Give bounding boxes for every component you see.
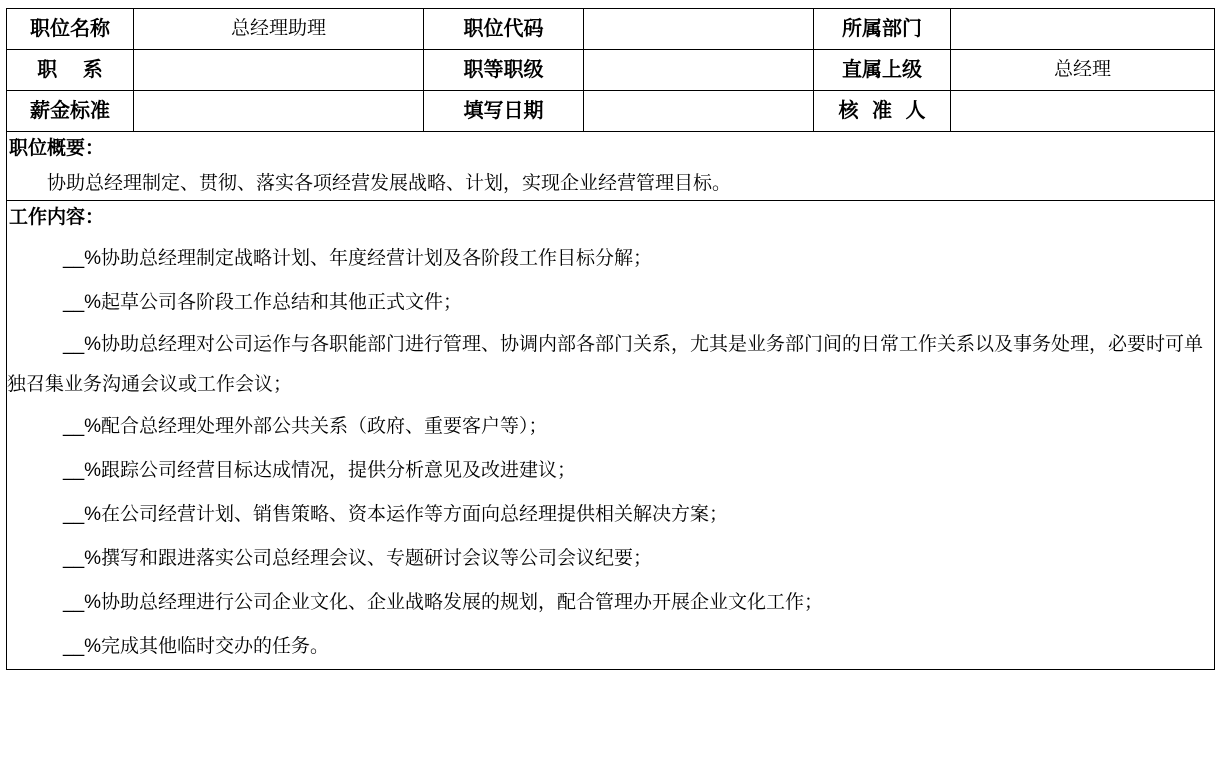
job-overview-section bbox=[7, 132, 1215, 201]
list-item: __%起草公司各阶段工作总结和其他正式文件； bbox=[63, 292, 463, 313]
field-value-job-title[interactable]: 总经理助理 bbox=[134, 9, 424, 50]
job-duties-list bbox=[7, 237, 1214, 669]
field-label-direct-superior: 直属上级 bbox=[814, 50, 951, 91]
list-item: __%撰写和跟进落实公司总经理会议、专题研讨会议等公司会议纪要； bbox=[63, 548, 653, 569]
field-label-job-title: 职位名称 bbox=[7, 9, 134, 50]
field-value-job-code[interactable] bbox=[584, 9, 814, 50]
field-label-job-code: 职位代码 bbox=[424, 9, 584, 50]
list-item: __%配合总经理处理外部公共关系（政府、重要客户等）； bbox=[63, 416, 548, 437]
field-label-job-grade: 职等职级 bbox=[424, 50, 584, 91]
list-item: __%完成其他临时交办的任务。 bbox=[63, 636, 330, 657]
table-row bbox=[7, 9, 1215, 50]
list-item: __%在公司经营计划、销售策略、资本运作等方面向总经理提供相关解决方案； bbox=[63, 504, 729, 525]
field-label-approver: 核 准 人 bbox=[814, 91, 951, 132]
field-label-fill-date: 填写日期 bbox=[424, 91, 584, 132]
field-value-department[interactable] bbox=[951, 9, 1215, 50]
job-overview-title: 职位概要： bbox=[9, 138, 105, 159]
field-value-fill-date[interactable] bbox=[584, 91, 814, 132]
job-overview-text: 协助总经理制定、贯彻、落实各项经营发展战略、计划，实现企业经营管理目标。 bbox=[47, 173, 732, 194]
job-duties-title: 工作内容： bbox=[9, 207, 105, 228]
field-value-job-grade[interactable] bbox=[584, 50, 814, 91]
field-label-salary-standard: 薪金标准 bbox=[7, 91, 134, 132]
list-item: __%协助总经理对公司运作与各职能部门进行管理、协调内部各部门关系，尤其是业务部门间的日常工作关系以及事务处理，必要时可单独召集业务沟通会议或工作会议； bbox=[7, 334, 1204, 395]
table-row-duties bbox=[7, 201, 1215, 670]
job-info-table bbox=[6, 8, 1215, 670]
list-item: __%协助总经理制定战略计划、年度经营计划及各阶段工作目标分解； bbox=[63, 248, 653, 269]
table-row bbox=[7, 91, 1215, 132]
table-row bbox=[7, 50, 1215, 91]
list-item: __%协助总经理进行公司企业文化、企业战略发展的规划，配合管理办开展企业文化工作； bbox=[63, 592, 824, 613]
field-value-salary-standard[interactable] bbox=[134, 91, 424, 132]
list-item: __%跟踪公司经营目标达成情况，提供分析意见及改进建议； bbox=[63, 460, 577, 481]
table-row-overview bbox=[7, 132, 1215, 201]
field-label-job-family: 职 系 bbox=[7, 50, 134, 91]
field-label-department: 所属部门 bbox=[814, 9, 951, 50]
field-value-job-family[interactable] bbox=[134, 50, 424, 91]
job-duties-section bbox=[7, 201, 1215, 670]
field-value-direct-superior[interactable]: 总经理 bbox=[951, 50, 1215, 91]
field-value-approver[interactable] bbox=[951, 91, 1215, 132]
